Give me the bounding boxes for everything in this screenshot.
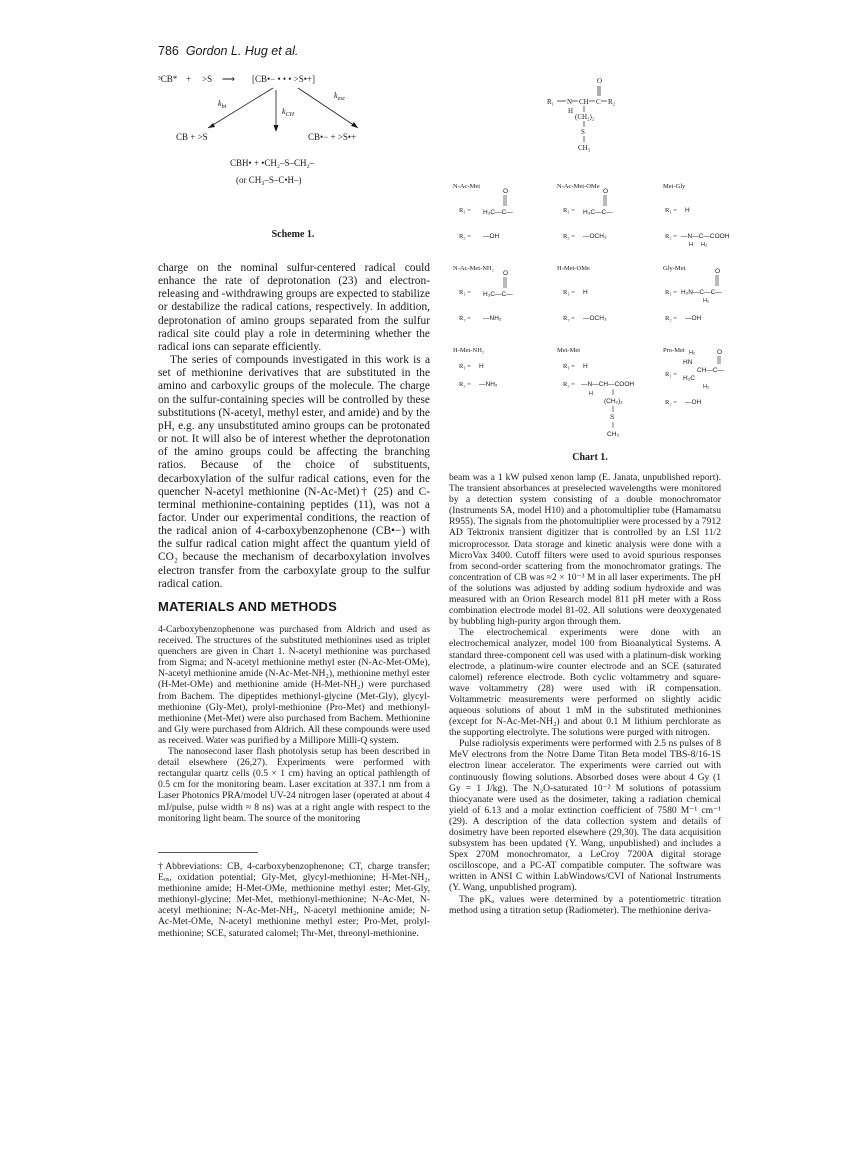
chart-caption: Chart 1. bbox=[572, 452, 608, 463]
r2-value: —OCH₃ bbox=[583, 315, 607, 322]
k-esc-sub: esc bbox=[337, 96, 346, 102]
gen-r1: R₁ bbox=[547, 98, 555, 106]
left-column-intro bbox=[158, 262, 430, 591]
scheme-escape-products: CB•− + >S•+ bbox=[308, 132, 357, 142]
scheme-arrow-esc bbox=[298, 88, 358, 128]
svg-text:kesc bbox=[334, 91, 346, 102]
scheme-or-products: (or CH₃–S–C•H–) bbox=[236, 175, 302, 185]
r1-label: R₁ = bbox=[459, 289, 471, 296]
r1-value: H bbox=[479, 363, 484, 370]
gen-c: C bbox=[596, 98, 601, 106]
k-bt-label: k bbox=[218, 99, 222, 108]
paragraph: The electrochemical experiments were done with an electrochemical analyzer, model 100 from Bioanalytical Systems. A standard three-component cell was used with a platinum-disk working electrode, a platinum-wire counter electrode and an SCE (saturated calomel) reference electrode. Both cyclic voltammetry and square-wave voltammetry (28) were used with iR compensation. Voltammetric measurements were performed on slightly acidic aqueous solutions of about 1 mM in the substituted methionines (except for N-Ac-Met-NH₂) and about 0.1 M lithium perchlorate as the supporting electrolyte. The solutions were purged with nitrogen. bbox=[449, 627, 721, 739]
svg-text:kbt bbox=[218, 99, 227, 110]
r2-value: —NH₂ bbox=[479, 381, 498, 388]
r1-label: R₁ = bbox=[665, 371, 677, 378]
r2-label: R₂ = bbox=[665, 233, 677, 240]
r2-hydrogen: H bbox=[689, 242, 693, 248]
gen-s: S bbox=[581, 128, 585, 136]
r1-oxygen: O bbox=[503, 188, 509, 195]
r1-oxygen: O bbox=[715, 268, 721, 275]
r2-value: —OH bbox=[483, 233, 500, 240]
scheme-excited-cb: ³CB* bbox=[158, 74, 178, 84]
paragraph: The nanosecond laser flash photolysis setup has been described in detail elsewhere (26,27). Experiments were performed with rectangular quartz cells (0.5 × 1 cm) having an optical pathlength of 0.5 cm for the monitoring beam. Laser excitation at 337.1 nm from a Laser Photonics PRA/model UV-24 nitrogen laser (operated at about 4 mJ/pulse, pulse width ≈ 8 ns) was at a right angle with respect to the monitoring light beam. The source of the monitoring bbox=[158, 746, 430, 824]
r2-label: R₂ = bbox=[665, 399, 677, 406]
compound-name: N-Ac-Met bbox=[453, 183, 481, 190]
compound-name: Pro-Met bbox=[663, 347, 685, 354]
k-bt-sub: bt bbox=[221, 104, 227, 110]
r2-value: —OH bbox=[685, 315, 702, 322]
r2-h2: H₂ bbox=[701, 242, 708, 248]
gen-r2: R₂ bbox=[608, 98, 616, 106]
paragraph: The series of compounds investigated in this work is a set of methionine derivatives that are substituted in the amino and carboxylic groups of the molecule. The charge on the sulfur-containing species will be controlled by these substitutions (N-acetyl, methyl ester, and amide) and by the pH, e.g. any unsubstituted amino groups can be protonated or not. It will also be of interest whether the deprotonation of the amino groups could be affecting the branching ratios. Because of the choice of substituents, decarboxylation of the sulfur radical cations, even for the quencher N-acetyl methionine (N-Ac-Met)† (25) and C-terminal methionine-containing peptides (11), was not a factor. Under our experimental conditions, the reaction of the radical anion of 4-carboxybenzophenone (CB•−) with the sulfur radical cation might affect the quantum yield of CO₂ because the mechanism of decarboxylation involves electron transfer from the carboxylate group to the sulfur radical cation. bbox=[158, 354, 430, 590]
section-heading: MATERIALS AND METHODS bbox=[158, 599, 337, 614]
r2-value: —NH₂ bbox=[483, 315, 502, 322]
compound-name: N-Ac-Met-NH₂ bbox=[453, 265, 494, 272]
r2-sulfur: S bbox=[610, 414, 615, 421]
r1-value: H₃C—C— bbox=[483, 291, 513, 298]
paragraph: charge on the nominal sulfur-centered radical could enhance the rate of deprotonation (23) and electron-releasing and -withdrawing groups are expected to stabilize or destabilize the radical cations, respectively. In addition, deprotonation of amino groups separated from the sulfur radical site could play a role in determining whether the radical ions can separate efficiently. bbox=[158, 262, 430, 353]
r1-h2-top: H₂ bbox=[689, 350, 696, 356]
svg-text:kCH bbox=[282, 107, 295, 118]
compound-name: Met-Met bbox=[557, 347, 581, 354]
r1-value: H₂N—C—C— bbox=[681, 289, 722, 296]
r2-label: R₂ = bbox=[665, 315, 677, 322]
r1-hn: HN bbox=[683, 359, 693, 366]
k-ch-label: k bbox=[282, 107, 286, 116]
r2-label: R₂ = bbox=[563, 381, 575, 388]
right-column bbox=[449, 472, 721, 916]
r2-label: R₂ = bbox=[459, 315, 471, 322]
compound-name: H-Met-OMe bbox=[557, 265, 590, 272]
page-number: 786 bbox=[158, 44, 179, 58]
paragraph: Pulse radiolysis experiments were performed with 2.5 ns pulses of 8 MeV electrons from the Notre Dame Titan Beta model TBS-8/16-1S electron linear accelerator. The experiments were carried out with continuously flowing solutions. Absorbed doses were about 4 Gy (1 Gy = 1 J/kg). The N₂O-saturated 10⁻² M solutions of potassium thiocyanate were used as the dosimeter, taking a radiation chemical yield of 6.13 and a molar extinction coefficient of 7580 M⁻¹ cm⁻¹ (29). A description of the data collection system and details of dosimetry have been reported elsewhere (29,30). The data acquisition subsystem has been updated (Y. Wang, unpublished) and includes a Spex 270M monochromator, a LeCroy 7200A digital storage oscilloscope, and a PC-AT compatible computer. The software was written in ANSI C within LabWindows/CVI of National Instruments (Y. Wang, unpublished program). bbox=[449, 738, 721, 894]
r1-h2-bottom: H₂ bbox=[703, 384, 710, 390]
paragraph: beam was a 1 kW pulsed xenon lamp (E. Janata, unpublished report). The transient absorbances at preselected wavelengths were monitored by a detection system consisting of a double monochromator (Instruments SA, model H10) and a photomultiplier tube (Hamamatsu R955). The signals from the photomultiplier were processed by a 7912 AD Tektronix transient digitizer that is controlled by an LSI 11/2 microprocessor. Data storage and kinetic analysis were done with a MicroVax 3400. Cutoff filters were used to avoid spurious responses from second-order scattering from the monochromator gratings. The concentration of CB was ≈2 × 10⁻³ M in all laser experiments. The pH of the solutions was adjusted by adding sodium hydroxide and was measured with an Orion Research model 811 pH meter with a Ross combination electrode model 81-02. All solutions were deoxygenated by bubbling high-purity argon through them. bbox=[449, 472, 721, 628]
chart-1-structures bbox=[445, 70, 735, 450]
methods-left-column bbox=[158, 624, 430, 824]
compound-name: Met-Gly bbox=[663, 183, 686, 190]
r1-value: H₂C bbox=[683, 375, 695, 382]
r1-label: R₁ = bbox=[665, 207, 677, 214]
gen-o: O bbox=[597, 77, 603, 85]
scheme-plus-1: + bbox=[186, 74, 192, 84]
gen-n: N bbox=[567, 98, 573, 106]
paragraph: 4-Carboxybenzophenone was purchased from Aldrich and used as received. The structures of the substituted methionines used as triplet quenchers are given in Chart 1. N-acetyl methionine was purchased from Sigma; and N-acetyl methionine methyl ester (N-Ac-Met-OMe), N-acetyl methionine amide (N-Ac-Met-NH₂), methionine methyl ester (H-Met-OMe) and methionine amide (H-Met-NH₂) were purchased from Bachem. The dipeptides methionyl-glycine (Met-Gly), glycyl-methionine (Gly-Met), prolyl-methionine (Pro-Met) and methionyl-methionine (Met-Met) were also purchased from Bachem. Methionine and Gly were purchased from Aldrich. All these compounds were used as received. Water was purified by a Millipore Milli-Q system. bbox=[158, 624, 430, 746]
scheme-ct-complex: [CB•− • • • >S•+] bbox=[252, 74, 315, 84]
compound-name: N-Ac-Met-OMe bbox=[557, 183, 600, 190]
running-authors: Gordon L. Hug et al. bbox=[185, 44, 299, 58]
r1-ch-c: CH—C— bbox=[697, 367, 725, 374]
r1-value: H bbox=[583, 363, 588, 370]
gen-ch: CH bbox=[579, 98, 589, 106]
r1-value: H bbox=[685, 207, 690, 214]
gen-ch2: (CH₂)₂ bbox=[575, 113, 595, 121]
r1-label: R₁ = bbox=[665, 289, 677, 296]
r2-label: R₂ = bbox=[563, 315, 575, 322]
r1-oxygen: O bbox=[503, 270, 509, 277]
r1-label: R₁ = bbox=[563, 207, 575, 214]
k-esc-label: k bbox=[334, 91, 338, 100]
r1-value: H₃C—C— bbox=[583, 209, 613, 216]
r1-oxygen: O bbox=[603, 188, 609, 195]
r1-oxygen: O bbox=[717, 349, 723, 356]
running-header bbox=[158, 44, 298, 58]
r2-ch3: CH₃ bbox=[607, 431, 620, 438]
r2-label: R₂ = bbox=[459, 233, 471, 240]
compound-name: H-Met-NH₂ bbox=[453, 347, 485, 354]
scheme-arrow-bt bbox=[208, 88, 273, 128]
scheme-caption: Scheme 1. bbox=[271, 229, 315, 240]
r1-value: H₃C—C— bbox=[483, 209, 513, 216]
paragraph: The pKₐ values were determined by a potentiometric titration method using a titration setup (Radiometer). The methionine deriva- bbox=[449, 893, 721, 916]
gen-ch3: CH₃ bbox=[578, 144, 591, 152]
k-ch-sub: CH bbox=[285, 112, 294, 118]
r2-ch2: (CH₂)₂ bbox=[604, 398, 623, 405]
r1-label: R₁ = bbox=[563, 363, 575, 370]
scheme-sulfide: >S bbox=[202, 74, 213, 84]
r1-h2: H₂ bbox=[703, 298, 710, 304]
r1-label: R₁ = bbox=[459, 207, 471, 214]
r2-label: R₂ = bbox=[563, 233, 575, 240]
r1-label: R₁ = bbox=[459, 363, 471, 370]
r1-label: R₁ = bbox=[563, 289, 575, 296]
scheme-1-diagram bbox=[158, 68, 428, 248]
scheme-arrow: ⟶ bbox=[222, 74, 235, 84]
footnote-text: †Abbreviations: CB, 4-carboxybenzophenone; CT, charge transfer; Eₒₓ, oxidation potential; Gly-Met, glycyl-methionine; H-Met-NH₂, methionine amide; H-Met-OMe, methionine methyl ester; Met-Gly, methionyl-glycine; Met-Met, methionyl-methionine; N-Ac-Met, N-acetyl methionine; N-Ac-Met-NH₂, N-acetyl methionine amide; N-Ac-Met-OMe, N-acetyl methionine methyl ester; Pro-Met, prolyl-methionine; SCE, saturated calomel; Thr-Met, threonyl-methionine. bbox=[158, 861, 430, 939]
r2-label: R₂ = bbox=[459, 381, 471, 388]
scheme-back-products: CB + >S bbox=[176, 132, 208, 142]
gen-h: H bbox=[568, 107, 574, 115]
r1-value: H bbox=[583, 289, 588, 296]
footnote-rule bbox=[158, 852, 258, 853]
r2-value: —OH bbox=[685, 399, 702, 406]
r2-value: —OCH₃ bbox=[583, 233, 607, 240]
scheme-ch-products: CBH• + •CH₂–S–CH₂– bbox=[230, 158, 315, 168]
compound-name: Gly-Met bbox=[663, 265, 686, 272]
r2-hydrogen: H bbox=[589, 391, 593, 397]
footnote-abbreviations bbox=[158, 861, 430, 939]
r2-value: —N—CH—COOH bbox=[581, 381, 635, 388]
r2-value: —N—C—COOH bbox=[681, 233, 730, 240]
